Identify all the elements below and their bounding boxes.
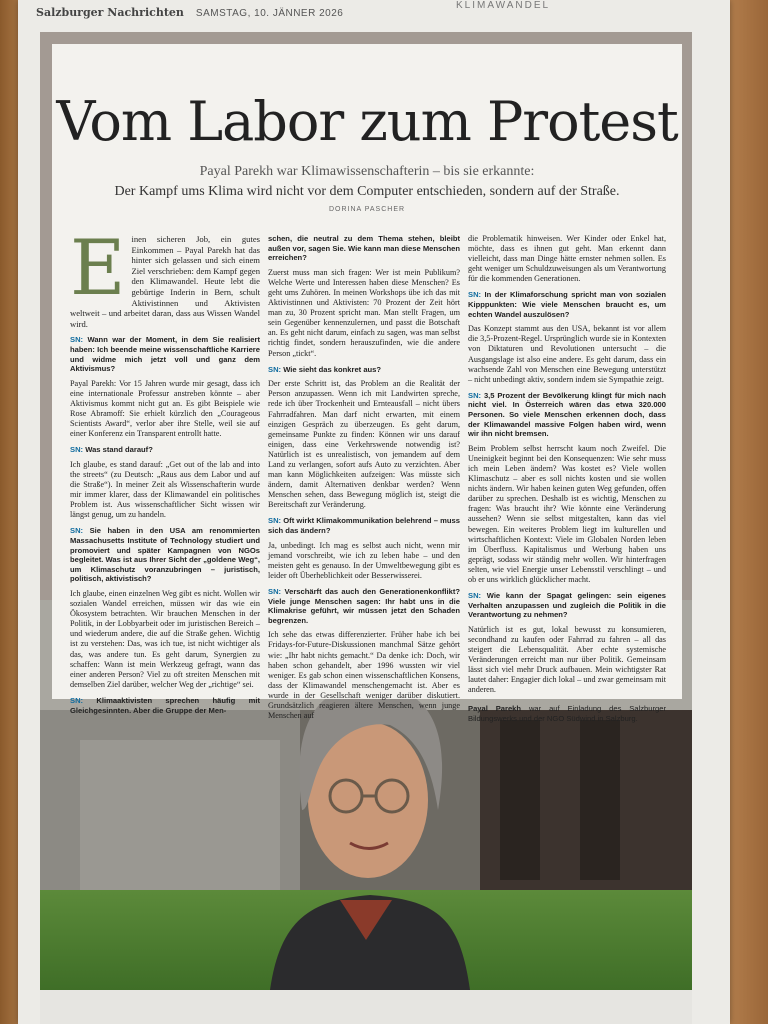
- question: [70, 696, 260, 715]
- masthead: [36, 0, 551, 19]
- question: [268, 516, 460, 535]
- question-text: Klimaaktivisten sprechen häufig mit Gleichgesinnten. Aber die Gruppe der Men-: [70, 695, 260, 715]
- question-text: Wann war der Moment, in dem Sie realisiert haben: Ich beende meine wissenschaftliche Karriere und widme mich jetzt voll und ganz dem Aktivismus?: [70, 335, 260, 374]
- column-3: [468, 234, 666, 729]
- issue-date: SAMSTAG, 10. JÄNNER 2026: [195, 8, 344, 19]
- question: [70, 445, 260, 455]
- answer: Natürlich ist es gut, lokal bewusst zu konsumieren, secondhand zu kaufen oder Fahrrad zu fahren – all das steigert die Lebensqualität. Aber echte systemische Veränderungen erreicht man nur über Politik. Gemeinsam lässt sich viel mehr Druck aufbauen. Mein wichtigster Rat lautet daher: Engagier dich lokal – und zwar gemeinsam mit anderen.: [468, 624, 666, 695]
- column-2: [268, 234, 460, 726]
- question-continued: schen, die neutral zu dem Thema stehen, bleibt außen vor, sagen Sie. Wie kann man diese Menschen erreichen?: [268, 234, 460, 263]
- author-name: Payal Parekh: [468, 703, 522, 713]
- sn-tag: SN:: [268, 516, 282, 526]
- drop-cap: E: [70, 223, 126, 312]
- sn-tag: SN:: [70, 335, 84, 345]
- question-text: Verschärft das auch den Generationenkonflikt? Viele junge Menschen sagen: Ihr habt uns in die Klimakrise geführt, wir müssen jetzt den Schaden begrenzen.: [268, 587, 460, 625]
- question-text: Was stand darauf?: [85, 445, 153, 455]
- author-note: [468, 704, 666, 724]
- subtitle-line-2: Der Kampf ums Klima wird nicht vor dem Computer entschieden, sondern auf der Straße.: [114, 184, 620, 199]
- question-text: In der Klimaforschung spricht man von sozialen Kipppunkten: Wie viele Menschen braucht es, um echten Wandel auszulösen?: [468, 290, 666, 319]
- answer: Beim Problem selbst herrscht kaum noch Zweifel. Die Uneinigkeit beginnt bei den Konsequenzen: Wie sehr muss ich mein Leben ändern? Was kostet es? Viele wollen Klimaschutz – aber es soll nichts kosten und sie wollen nichts ändern. Wir haben keinen guten Weg gefunden, offen darüber zu sprechen. Deshalb ist es wichtig, Menschen zu fragen: Was braucht ihr? Wie könnte eine Veränderung aussehen? Wenn sie selbst mitgestalten, kann das viel bewegen. Ein weiteres Problem liegt im kulturellen und wirtschaftlichen Kontext: Viele im Globalen Norden leben im Überfluss. Kapitalismus und Werbung haben uns geprägt, sodass wir ständig mehr wollen. Wir hinterfragen selten, wie viel Energie unser Lebensstil verschlingt – und ob er uns wirklich glücklicher macht.: [468, 443, 666, 584]
- answer: Das Konzept stammt aus den USA, bekannt ist vor allem die 3,5-Prozent-Regel. Ursprünglich wurde sie in Kontexten von Diktaturen und Revolutionen untersucht – die Ausgangslage ist also eine andere. Es geht darum, dass ein wachsende Zahl von Menschen eine Bewegung unterstützt – nicht unbedingt aktiv, sondern indem sie Sympathie zeigt.: [468, 324, 666, 384]
- question-text: 3,5 Prozent der Bevölkerung klingt für mich nach nicht viel. In Österreich wären das etwa 320.000 Personen. So viele Menschen erkennen doch, dass der Klimawandel massive Folgen haben wird, wenn wir ihn nicht bremsen.: [468, 390, 666, 439]
- answer: Ich sehe das etwas differenzierter. Früher habe ich bei Fridays-for-Future-Diskussionen manchmal Sätze gehört wie: „Ihr habt nichts gemacht.“ Da denke ich: Doch, wir haben schon gehandelt, aber 1996 wussten wir viel weniger. Es gab schon einen wissenschaftlichen Konsens, dass der Klimawandel menschengemacht ist. Aber es wurde in der Gesellschaft weniger darüber diskutiert. Grundsätzlich reagieren ältere Menschen, wenn junge Menschen auf: [268, 630, 460, 721]
- answer: Payal Parekh: Vor 15 Jahren wurde mir gesagt, dass ich eine internationale Professur anstreben könnte – aber Aktivismus kommt nicht gut an. Es gibt Beispiele wie Rose Abramoff: Sie erhielt kürzlich den „Courageous Scientists Award“, verlor aber ihre Stelle, weil sie auf einer Konferenz ein Transparent entrollt hatte.: [70, 378, 260, 439]
- question: [268, 365, 460, 375]
- sn-tag: SN:: [468, 290, 482, 300]
- column-1: [70, 223, 260, 720]
- answer: Der erste Schritt ist, das Problem an die Realität der Person anzupassen. Wenn ich mit Landwirten spreche, rede ich über Trockenheit und Ernteausfall – nicht übers Fahrradfahren. Man darf nicht erwarten, mit einem einzigen Gespräch zu überzeugen. Es geht darum, gemeinsame Punkte zu finden: Können wir uns darauf einigen, dass eine Verkehrswende notwendig ist? Natürlich ist es unrealistisch, von jemandem auf dem Land zu verlangen, sofort aufs Auto zu verzichten. Aber man kann Möglichkeiten aufzeigen: Was müsste sich ändern, damit Alternativen denkbar werden? Wenn Menschen sehen, dass Bewegung möglich ist, steigt die Bereitschaft zur Veränderung.: [268, 379, 460, 510]
- headline: Vom Labor zum Protest: [56, 90, 678, 153]
- sn-tag: SN:: [70, 445, 84, 455]
- question: [70, 335, 260, 373]
- answer: Ja, unbedingt. Ich mag es selbst auch nicht, wenn mir jemand vorschreibt, wie ich zu leben habe – und den meisten geht es genauso. In der Umweltbewegung gibt es leider oft Überheblichkeit oder Besserwisserei.: [268, 540, 460, 580]
- answer: Ich glaube, einen einzelnen Weg gibt es nicht. Wollen wir sozialen Wandel erreichen, müssen wir das wie ein Ökosystem betrachten. Wir brauchen Menschen in der Politik, in der Lobbyarbeit oder im juristischen Bereich – und wiederum andere, die auf die Straße gehen. Wichtig ist zu verstehen: Das, was ich tue, ist nicht wichtiger als das, was andere tun. Es geht darum, Synergien zu schaffen: Wann ist mein Werkzeug gefragt, wann das einer anderen Person? Viel zu oft streiten Menschen mit demselben Ziel darüber, welcher Weg der „richtige“ sei.: [70, 589, 260, 689]
- article-panel: [52, 44, 682, 723]
- sn-tag: SN:: [70, 695, 84, 705]
- page-bottom-margin: [40, 990, 692, 1024]
- answer: Zuerst muss man sich fragen: Wer ist mein Publikum? Welche Werte und Interessen haben diese Menschen? Es geht ums Zuhören. In meinen Workshops übe ich das mit Aktivistinnen und Aktivisten: 70 Prozent der Zeit hört man zu, 30 Prozent spricht man. Man stellt Fragen, um sein Gegenüber kennenzulernen, und passt die Botschaft an. Es geht nicht darum, einfach zu sagen, was man selbst richtig findet, sondern herauszufinden, wie die andere Person „tickt“.: [268, 267, 460, 358]
- sn-tag: SN:: [268, 364, 282, 374]
- question: [468, 591, 666, 620]
- newspaper-brand: Salzburger Nachrichten: [36, 6, 184, 19]
- question-text: Wie sieht das konkret aus?: [283, 364, 382, 374]
- subtitle-line-1: Payal Parekh war Klimawissenschafterin – bis sie erkannte:: [199, 164, 535, 179]
- answer: Ich glaube, es stand darauf: „Get out of the lab and into the streets“ (zu Deutsch: „Raus aus dem Labor und auf die Straße“). In meiner Zeit als Wissenschafterin wurde mir immer klarer, dass der Klimawandel ein politisches Problem ist. Aus wissenschaftlicher Sicht wissen wir längst genug, um zu handeln.: [70, 459, 260, 520]
- answer-continued: die Problematik hinweisen. Wer Kinder oder Enkel hat, möchte, dass es ihnen gut geht. Man erkennt dann vielleicht, dass man Dinge hätte ernster nehmen sollen. Es geht weniger um Schuldzuweisungen als um Verantwortung für die kommenden Generationen.: [468, 234, 666, 284]
- intro-text: inen sicheren Job, ein gutes Einkommen – Payal Parekh hat das hinter sich gelassen und sich einem Ziel verschrieben: dem Kampf gegen den Klimawandel. Heute lebt die gebürtige Inderin in Bern, schult Aktivistinnen und Aktivisten weltweit – und arbeitet daran, dass aus Wissen Wandel wird.: [70, 234, 260, 329]
- byline: DORINA PASCHER: [328, 206, 406, 213]
- sn-tag: SN:: [468, 390, 482, 400]
- question-text: Sie haben in den USA am renommierten Massachusetts Institute of Technology studiert und promoviert und später Kampagnen von NGOs begleitet. Was ist aus Ihrer Sicht der „goldene Weg“, um Klimaschutz voranzubringen – juristisch, politisch, aktivistisch?: [70, 526, 260, 584]
- sn-tag: SN:: [468, 591, 482, 601]
- question: [268, 587, 460, 625]
- sn-tag: SN:: [70, 526, 84, 536]
- question: [468, 391, 666, 439]
- intro-paragraph: [70, 223, 260, 329]
- sn-tag: SN:: [268, 587, 282, 596]
- section-label: KLIMAWANDEL: [456, 0, 551, 11]
- question-text: Wie kann der Spagat gelingen: sein eigenes Verhalten anzupassen und zugleich die Politik in die Verantwortung zu nehmen?: [468, 591, 666, 620]
- question-text: Oft wirkt Klimakommunikation belehrend – muss sich das ändern?: [268, 516, 460, 536]
- question: [468, 290, 666, 319]
- author-note-text: war auf Einladung des Salzburger Bildungswerks und der NGO Südwind in Salzburg.: [468, 703, 666, 723]
- question: [70, 526, 260, 584]
